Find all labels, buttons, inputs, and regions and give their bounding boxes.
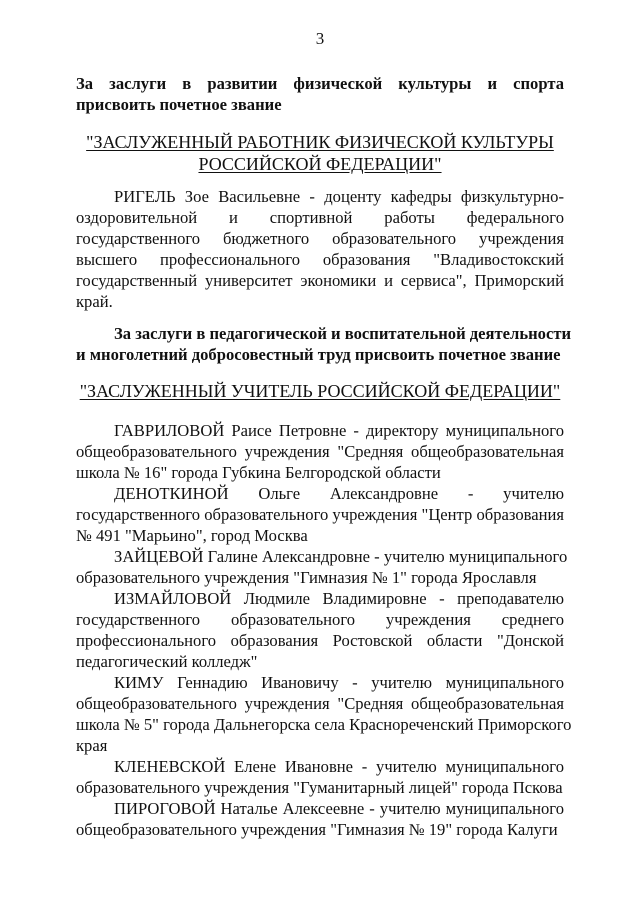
awardee-1-line-1: ГАВРИЛОВОЙ Раисе Петровне - директору муниципального — [114, 421, 564, 440]
page-number: 3 — [315, 29, 325, 48]
awardee-4-line-2: государственного образовательного учреждения среднего — [76, 610, 564, 629]
section1-awardee-line-1: РИГЕЛЬ Зое Васильевне - доценту кафедры физкультурно- — [114, 187, 564, 206]
awardee-4-line-1: ИЗМАЙЛОВОЙ Людмиле Владимировне - преподавателю — [114, 589, 564, 608]
awardee-2-line-3: № 491 "Марьино", город Москва — [76, 526, 308, 545]
awardee-7-line-2: общеобразовательного учреждения "Гимназия № 19" города Калуги — [76, 820, 558, 839]
section2-title: "ЗАСЛУЖЕННЫЙ УЧИТЕЛЬ РОССИЙСКОЙ ФЕДЕРАЦИИ" — [79, 381, 561, 401]
section1-heading-line-1: За заслуги в развитии физической культуры и спорта — [76, 74, 564, 93]
section1-awardee-line-5: государственный университет экономики и сервиса", Приморский — [76, 271, 564, 290]
awardee-7-line-1: ПИРОГОВОЙ Наталье Алексеевне - учителю муниципального — [114, 799, 564, 818]
awardee-5-line-4: края — [76, 736, 108, 755]
section1-heading-line-2: присвоить почетное звание — [76, 95, 282, 114]
awardee-4-line-4: педагогический колледж" — [76, 652, 258, 671]
awardee-2-line-1: ДЕНОТКИНОЙ Ольге Александровне - учителю — [114, 484, 564, 503]
section1-awardee-line-2: оздоровительной и спортивной работы федерального — [76, 208, 564, 227]
awardee-3-line-2: образовательного учреждения "Гимназия № 1" города Ярославля — [76, 568, 537, 587]
section2-heading-line-2: и многолетний добросовестный труд присвоить почетное звание — [76, 345, 561, 364]
awardee-5-line-3: школа № 5" города Дальнегорска села Краснореченский Приморского — [76, 715, 572, 734]
awardee-2-line-2: государственного образовательного учреждения "Центр образования — [76, 505, 564, 524]
awardee-6-line-1: КЛЕНЕВСКОЙ Елене Ивановне - учителю муниципального — [114, 757, 564, 776]
awardee-6-line-2: образовательного учреждения "Гуманитарный лицей" города Пскова — [76, 778, 563, 797]
awardee-1-line-2: общеобразовательного учреждения "Средняя общеобразовательная — [76, 442, 564, 461]
awardee-5-line-1: КИМУ Геннадию Ивановичу - учителю муниципального — [114, 673, 564, 692]
awardee-5-line-2: общеобразовательного учреждения "Средняя общеобразовательная — [76, 694, 564, 713]
section1-title-line-1: "ЗАСЛУЖЕННЫЙ РАБОТНИК ФИЗИЧЕСКОЙ КУЛЬТУРЫ — [86, 132, 554, 152]
section2-heading-line-1: За заслуги в педагогической и воспитательной деятельности — [114, 324, 572, 343]
section1-awardee-line-3: государственного бюджетного образовательного учреждения — [76, 229, 564, 248]
awardee-1-line-3: школа № 16" города Губкина Белгородской области — [76, 463, 441, 482]
awardee-3-line-1: ЗАЙЦЕВОЙ Галине Александровне - учителю муниципального — [114, 547, 568, 566]
awardee-4-line-3: профессионального образования Ростовской области "Донской — [76, 631, 564, 650]
section1-title-line-2: РОССИЙСКОЙ ФЕДЕРАЦИИ" — [198, 154, 442, 174]
section1-awardee-line-6: край. — [76, 292, 113, 311]
section1-awardee-line-4: высшего профессионального образования "Владивостокский — [76, 250, 564, 269]
